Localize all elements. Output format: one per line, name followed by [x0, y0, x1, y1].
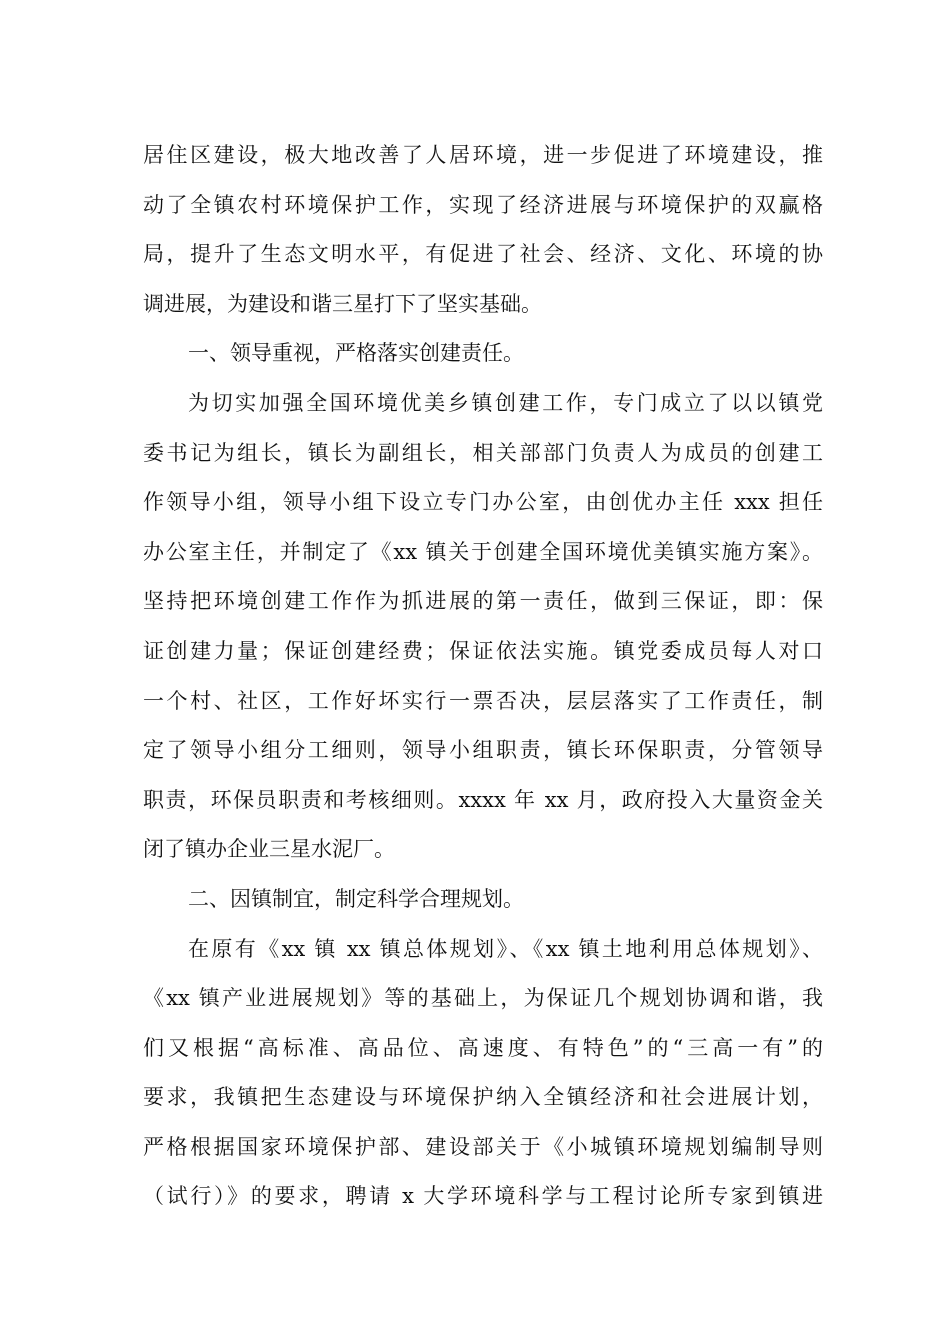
text-line: 证创建力量；保证创建经费；保证依法实施。镇党委成员每人对口	[143, 638, 823, 663]
text-line: 调进展，为建设和谐三星打下了坚实基础。	[143, 291, 542, 316]
text-line: 居住区建设，极大地改善了人居环境，进一步促进了环境建设，推	[143, 143, 823, 167]
text-line: 定了领导小组分工细则，领导小组职责，镇长环保职责，分管领导	[143, 738, 823, 763]
text-line: 们又根据“高标准、高品位、高速度、有特色”的“三高一有”的	[143, 1035, 823, 1060]
text-line: 动了全镇农村环境保护工作，实现了经济进展与环境保护的双赢格	[143, 192, 823, 217]
text-line: 为切实加强全国环境优美乡镇创建工作，专门成立了以以镇党	[188, 390, 823, 415]
text-line: 要求，我镇把生态建设与环境保护纳入全镇经济和社会进展计划，	[143, 1085, 823, 1110]
text-line: 一个村、社区，工作好坏实行一票否决，层层落实了工作责任，制	[143, 688, 823, 713]
text-line: 职责，环保员职责和考核细则。xxxx 年 xx 月，政府投入大量资金关	[143, 787, 823, 812]
section-heading: 一、领导重视，严格落实创建责任。	[188, 341, 524, 366]
text-line: 《xx 镇产业进展规划》等的基础上，为保证几个规划协调和谐，我	[143, 986, 823, 1011]
section-heading: 二、因镇制宜，制定科学合理规划。	[188, 886, 524, 911]
text-line: 闭了镇办企业三星水泥厂。	[143, 837, 395, 862]
text-line: 在原有《xx 镇 xx 镇总体规划》、《xx 镇土地利用总体规划》、	[188, 936, 823, 961]
text-line: 局，提升了生态文明水平，有促进了社会、经济、文化、环境的协	[143, 242, 823, 267]
text-line: 作领导小组，领导小组下设立专门办公室，由创优办主任 xxx 担任	[143, 490, 823, 515]
text-line: 委书记为组长，镇长为副组长，相关部部门负责人为成员的创建工	[143, 440, 823, 465]
text-line: 坚持把环境创建工作作为抓进展的第一责任，做到三保证，即：保	[143, 589, 823, 614]
text-line: 办公室主任，并制定了《xx 镇关于创建全国环境优美镇实施方案》。	[143, 539, 823, 564]
text-line: 严格根据国家环境保护部、建设部关于《小城镇环境规划编制导则	[143, 1134, 823, 1159]
text-line: （试行）》的要求，聘请 x 大学环境科学与工程讨论所专家到镇进	[143, 1184, 823, 1209]
document-body	[143, 131, 823, 1222]
